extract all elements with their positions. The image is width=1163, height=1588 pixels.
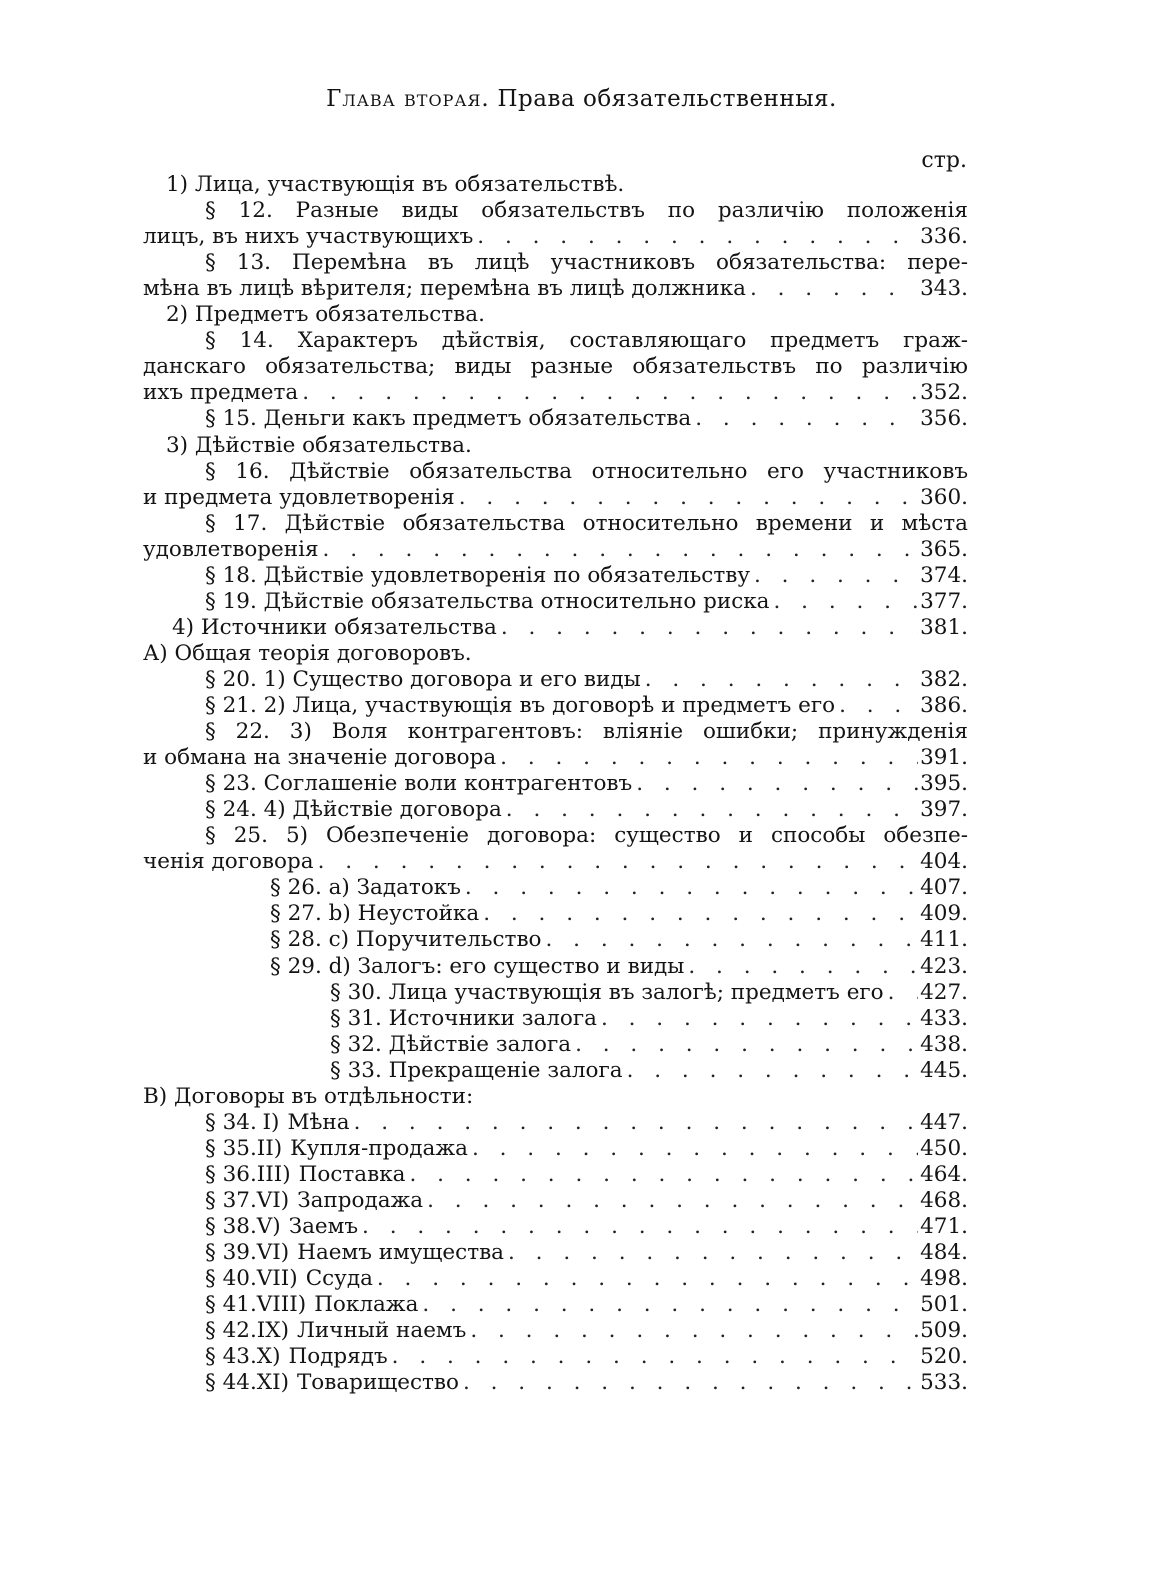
dot-leader — [350, 1110, 918, 1136]
page-number: 501. — [920, 1292, 968, 1317]
toc-entry — [270, 927, 968, 953]
section-number: § 39. — [205, 1240, 257, 1265]
dot-leader — [455, 485, 918, 511]
toc-entry — [205, 328, 968, 354]
page-number: 423. — [920, 954, 968, 979]
entry-title: 4) Источники обязательства — [172, 615, 497, 640]
page-number: 343. — [920, 276, 968, 301]
toc-entry — [205, 1162, 968, 1188]
entry-title: § 27. b) Неустойка — [270, 901, 480, 926]
page-number: 409. — [920, 901, 968, 926]
roman-numeral: VI) — [256, 1240, 290, 1265]
entry-title: § 13. Перемѣна въ лицѣ участниковъ обязательства: пере- — [205, 250, 968, 275]
dot-leader — [358, 1214, 918, 1240]
roman-numeral: VII) — [256, 1266, 298, 1291]
page-number: 374. — [920, 563, 968, 588]
entry-title: § 20. 1) Существо договора и его виды — [205, 667, 641, 692]
page-number: 404. — [920, 849, 968, 874]
page-number: 427. — [920, 980, 968, 1005]
toc-entry — [205, 1370, 968, 1396]
entry-title: Подрядъ — [288, 1344, 388, 1369]
page-number: 447. — [920, 1110, 968, 1135]
toc-entry — [205, 771, 968, 797]
page-number: 365. — [920, 537, 968, 562]
entry-title: § 21. 2) Лица, участвующія въ договорѣ и предметъ его — [205, 693, 836, 718]
entry-title: § 31. Источники залога — [330, 1006, 597, 1031]
toc-entry — [143, 380, 968, 406]
toc-entry — [205, 406, 968, 432]
page-number: 352. — [920, 380, 968, 405]
dot-leader — [542, 927, 919, 953]
entry-title: § 26. a) Задатокъ — [270, 875, 461, 900]
section-number: § 42. — [205, 1318, 257, 1343]
toc-entry — [205, 589, 968, 615]
roman-numeral: VIII) — [256, 1292, 307, 1317]
toc-entry — [205, 1240, 968, 1266]
toc-entry — [205, 797, 968, 823]
dot-leader — [298, 380, 918, 406]
section-number: § 34. — [205, 1110, 257, 1135]
section-number: § 35. — [205, 1136, 257, 1161]
toc-entry — [143, 224, 968, 250]
toc-entry — [143, 485, 968, 511]
toc-entry — [330, 1006, 968, 1032]
roman-numeral: V) — [256, 1214, 281, 1239]
toc-entry — [205, 1188, 968, 1214]
entry-title: § 24. 4) Дѣйствіе договора — [205, 797, 502, 822]
toc-entry — [330, 980, 968, 1006]
dot-leader — [597, 1006, 918, 1032]
chapter-label: Глава вторая. — [326, 86, 490, 112]
entry-title: § 29. d) Залогъ: его существо и виды — [270, 954, 685, 979]
page-number: 438. — [920, 1032, 968, 1057]
page-number: 391. — [920, 745, 968, 770]
page-number: 468. — [920, 1188, 968, 1213]
toc-entry — [205, 250, 968, 276]
toc-entry — [205, 693, 968, 719]
entry-title: А) Общая теорія договоровъ. — [143, 641, 472, 666]
entry-title: § 14. Характеръ дѣйствія, составляющаго предметъ граж- — [205, 328, 968, 353]
toc-entry — [166, 172, 968, 198]
toc-entry — [172, 615, 968, 641]
dot-leader — [684, 954, 918, 980]
entry-title: данскаго обязательства; виды разные обязательствъ по различію — [143, 354, 968, 379]
toc-entry — [143, 354, 968, 380]
page-number: 484. — [920, 1240, 968, 1265]
entry-title: мѣна въ лицѣ вѣрителя; перемѣна въ лицѣ должника — [143, 276, 746, 301]
entry-title: Ссуда — [305, 1266, 373, 1291]
toc-entry — [270, 875, 968, 901]
roman-numeral: X) — [256, 1344, 281, 1369]
toc-entry — [205, 1136, 968, 1162]
page-number: 382. — [920, 667, 968, 692]
page-number: 336. — [920, 224, 968, 249]
toc-entry — [205, 1214, 968, 1240]
toc-entry — [143, 641, 968, 667]
dot-leader — [468, 1136, 918, 1162]
page-number: 464. — [920, 1162, 968, 1187]
page-number: 450. — [920, 1136, 968, 1161]
entry-title: В) Договоры въ отдѣльности: — [143, 1084, 474, 1109]
page-number: 395. — [920, 771, 968, 796]
dot-leader — [623, 1058, 918, 1084]
entry-title: Поставка — [298, 1162, 406, 1187]
roman-numeral: XI) — [256, 1370, 289, 1395]
toc-entry — [205, 667, 968, 693]
page-number: 381. — [920, 615, 968, 640]
dot-leader — [496, 745, 918, 771]
toc-entry — [205, 511, 968, 537]
dot-leader — [466, 1318, 918, 1344]
toc-entry — [143, 537, 968, 563]
page-column-header: стр. — [921, 148, 967, 173]
toc-entry — [205, 1266, 968, 1292]
page-number: 386. — [920, 693, 968, 718]
entry-title: § 28. c) Поручительство — [270, 927, 542, 952]
dot-leader — [479, 901, 918, 927]
dot-leader — [502, 797, 918, 823]
toc-entry — [330, 1032, 968, 1058]
dot-leader — [423, 1188, 918, 1214]
entry-title: § 30. Лица участвующія въ залогѣ; предметъ его — [330, 980, 884, 1005]
entry-title: 3) Дѣйствіе обязательства. — [166, 433, 472, 458]
roman-numeral: VI) — [256, 1188, 290, 1213]
toc-entry — [205, 198, 968, 224]
section-number: § 37. — [205, 1188, 257, 1213]
dot-leader — [459, 1370, 918, 1396]
toc-entry — [205, 1318, 968, 1344]
dot-leader — [405, 1162, 918, 1188]
roman-numeral: II) — [256, 1136, 283, 1161]
toc-entry — [205, 1292, 968, 1318]
toc-entry — [166, 433, 968, 459]
entry-title: 2) Предметъ обязательства. — [166, 302, 485, 327]
page-number: 498. — [920, 1266, 968, 1291]
dot-leader — [691, 406, 918, 432]
toc-entry — [270, 901, 968, 927]
roman-numeral: I) — [262, 1110, 280, 1135]
section-number: § 43. — [205, 1344, 257, 1369]
dot-leader — [461, 875, 918, 901]
toc-entry — [205, 823, 968, 849]
toc-entry — [205, 563, 968, 589]
dot-leader — [884, 980, 918, 1006]
entry-title: § 19. Дѣйствіе обязательства относительно риска — [205, 589, 770, 614]
section-number: § 36. — [205, 1162, 257, 1187]
dot-leader — [770, 589, 919, 615]
entry-title: Запродажа — [297, 1188, 424, 1213]
toc-entry — [270, 954, 968, 980]
entry-title: § 18. Дѣйствіе удовлетворенія по обязательству — [205, 563, 750, 588]
page-number: 377. — [920, 589, 968, 614]
entry-title: § 17. Дѣйствіе обязательства относительно времени и мѣста — [205, 511, 968, 536]
dot-leader — [373, 1266, 918, 1292]
entry-title: § 15. Деньги какъ предметъ обязательства — [205, 406, 692, 431]
section-number: § 44. — [205, 1370, 257, 1395]
page-number: 520. — [920, 1344, 968, 1369]
page-number: 407. — [920, 875, 968, 900]
page-number: 356. — [920, 406, 968, 431]
toc-entry — [205, 459, 968, 485]
dot-leader — [473, 224, 918, 250]
entry-title: Наемъ имущества — [297, 1240, 505, 1265]
toc-entry — [330, 1058, 968, 1084]
toc-entry — [143, 1084, 968, 1110]
entry-title: ихъ предмета — [143, 380, 299, 405]
page-number: 445. — [920, 1058, 968, 1083]
page-number: 471. — [920, 1214, 968, 1239]
toc-entry — [143, 849, 968, 875]
entry-title: и предмета удовлетворенія — [143, 485, 455, 510]
dot-leader — [632, 771, 918, 797]
entry-title: и обмана на значеніе договора — [143, 745, 497, 770]
section-number: § 40. — [205, 1266, 257, 1291]
dot-leader — [571, 1032, 918, 1058]
dot-leader — [750, 563, 918, 589]
toc-entry — [205, 719, 968, 745]
toc-entry — [205, 1110, 968, 1136]
toc-entry — [205, 1344, 968, 1370]
entry-title: § 22. 3) Воля контрагентовъ: вліяніе ошибки; принужденія — [205, 719, 968, 744]
page-number: 360. — [920, 485, 968, 510]
toc-entry — [143, 745, 968, 771]
section-number: § 38. — [205, 1214, 257, 1239]
entry-title: ченія договора — [143, 849, 314, 874]
dot-leader — [641, 667, 918, 693]
page-number: 509. — [920, 1318, 968, 1343]
entry-title: Заемъ — [288, 1214, 359, 1239]
entry-title: § 25. 5) Обезпеченіе договора: существо и способы обезпе- — [205, 823, 968, 848]
dot-leader — [314, 849, 918, 875]
entry-title: Мѣна — [287, 1110, 350, 1135]
entry-title: § 32. Дѣйствіе залога — [330, 1032, 572, 1057]
dot-leader — [746, 276, 918, 302]
entry-title: § 12. Разные виды обязательствъ по различію положенія — [205, 198, 968, 223]
dot-leader — [319, 537, 918, 563]
entry-title: лицъ, въ нихъ участвующихъ — [143, 224, 474, 249]
page-number: 533. — [920, 1370, 968, 1395]
roman-numeral: IX) — [256, 1318, 289, 1343]
entry-title: Поклажа — [314, 1292, 419, 1317]
entry-title: § 23. Соглашеніе воли контрагентовъ — [205, 771, 633, 796]
section-number: § 41. — [205, 1292, 257, 1317]
page-number: 397. — [920, 797, 968, 822]
entry-title: удовлетворенія — [143, 537, 319, 562]
dot-leader — [835, 693, 918, 719]
entry-title: Товарищество — [296, 1370, 459, 1395]
chapter-title — [0, 86, 1163, 112]
toc-entry — [166, 302, 968, 328]
toc-entry — [143, 276, 968, 302]
dot-leader — [497, 615, 918, 641]
entry-title: Купля-продажа — [290, 1136, 468, 1161]
entry-title: § 16. Дѣйствіе обязательства относительно его участниковъ — [205, 459, 968, 484]
dot-leader — [418, 1292, 918, 1318]
dot-leader — [504, 1240, 918, 1266]
entry-title: Личный наемъ — [296, 1318, 467, 1343]
entry-title: 1) Лица, участвующія въ обязательствѣ. — [166, 172, 625, 197]
page-number: 411. — [920, 927, 968, 952]
roman-numeral: III) — [256, 1162, 291, 1187]
dot-leader — [388, 1344, 918, 1370]
entry-title: § 33. Прекращеніе залога — [330, 1058, 623, 1083]
chapter-heading: Права обязательственныя. — [497, 86, 837, 112]
page-number: 433. — [920, 1006, 968, 1031]
